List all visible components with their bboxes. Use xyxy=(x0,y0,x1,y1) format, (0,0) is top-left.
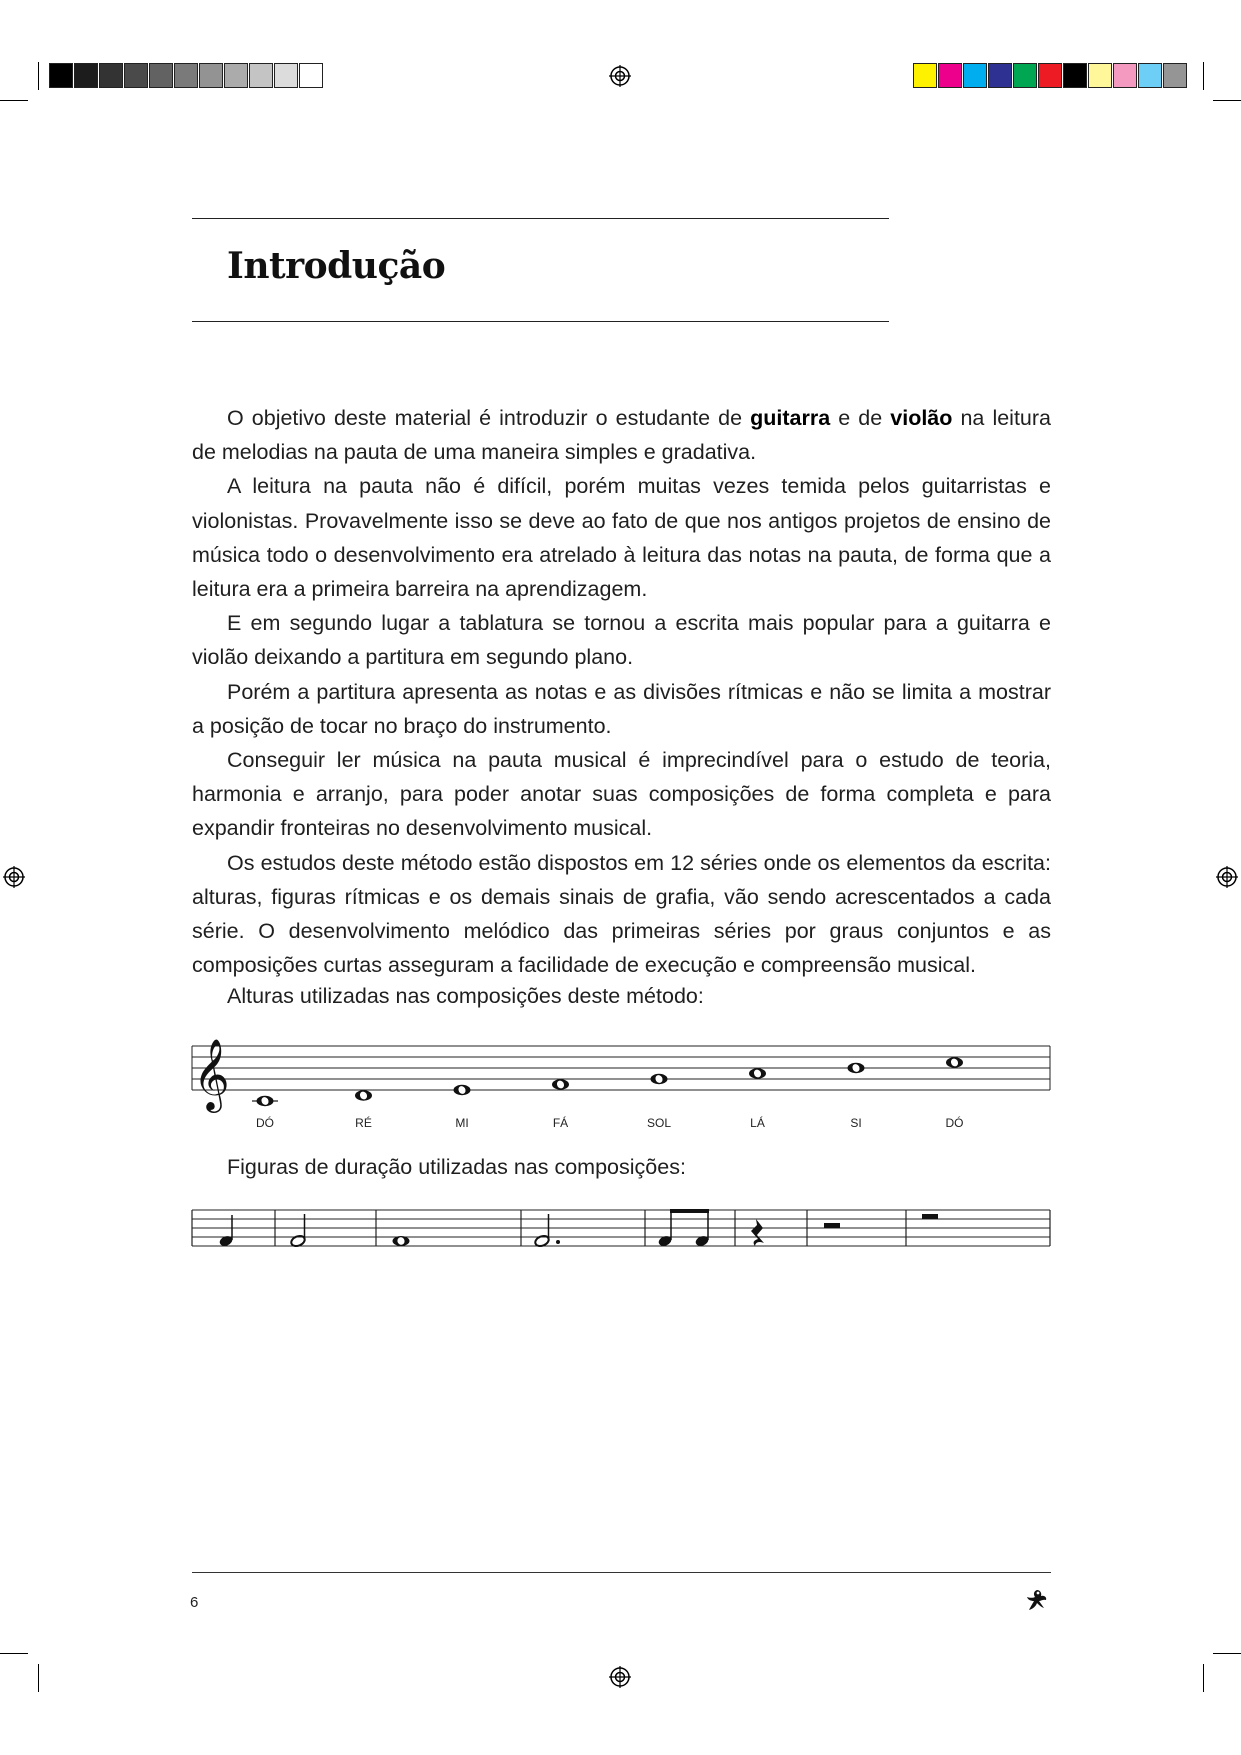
color-swatch xyxy=(249,63,273,88)
crop-mark xyxy=(1203,1664,1204,1692)
paragraph: O objetivo deste material é introduzir o estudante de guitarra e de violão na leitura de melodias na pauta de uma maneira simples e gradativa. xyxy=(192,406,1051,465)
whole-note xyxy=(946,1057,963,1067)
whole-note xyxy=(848,1063,865,1073)
crop-mark xyxy=(38,62,39,90)
registration-mark-left-icon xyxy=(3,866,25,888)
crop-mark xyxy=(38,1664,39,1692)
heading-rule-bottom xyxy=(192,321,889,322)
paragraph: Conseguir ler música na pauta musical é imprecindível para o estudo de teoria, harmonia e arranjo, para poder anotar suas composições de forma completa e para expandir fronteiras no desenvolvimento musical. xyxy=(192,748,1051,841)
half-rest-icon xyxy=(824,1223,840,1228)
crop-mark xyxy=(0,1653,28,1654)
color-swatch xyxy=(1063,63,1087,88)
paragraph: Porém a partitura apresenta as notas e as divisões rítmicas e não se limita a mostrar a posição de tocar no braço do instrumento. xyxy=(192,679,1051,738)
whole-note-icon xyxy=(393,1236,410,1246)
crop-mark xyxy=(1213,1653,1241,1654)
paragraph: E em segundo lugar a tablatura se tornou a escrita mais popular para a guitarra e violão deixando a partitura em segundo plano. xyxy=(192,611,1051,670)
color-swatch xyxy=(74,63,98,88)
durations-caption: Figuras de duração utilizadas nas composições: xyxy=(227,1155,686,1179)
crop-mark xyxy=(1203,62,1204,90)
color-swatch xyxy=(149,63,173,88)
color-swatch xyxy=(124,63,148,88)
quarter-rest-icon xyxy=(751,1219,764,1246)
color-swatch xyxy=(988,63,1012,88)
pitch-label: RÉ xyxy=(355,1116,372,1130)
color-swatch xyxy=(99,63,123,88)
pitches-caption: Alturas utilizadas nas composições deste método: xyxy=(227,984,704,1008)
color-swatch xyxy=(49,63,73,88)
pitch-label: SI xyxy=(850,1116,862,1130)
color-swatch xyxy=(274,63,298,88)
color-swatch xyxy=(299,63,323,88)
pitch-label: LÁ xyxy=(750,1116,765,1130)
pitch-label: FÁ xyxy=(552,1116,569,1130)
color-swatch xyxy=(1113,63,1137,88)
body-text xyxy=(192,401,1051,982)
staff-lines xyxy=(192,1210,1050,1246)
durations-staff xyxy=(190,1205,1052,1265)
grayscale-swatches xyxy=(49,63,324,88)
pitch-label: DÓ xyxy=(945,1116,964,1130)
page-number: 6 xyxy=(190,1594,199,1611)
whole-note xyxy=(651,1074,668,1084)
staff-lines xyxy=(192,1046,1050,1090)
color-swatch xyxy=(963,63,987,88)
color-swatch xyxy=(1038,63,1062,88)
heading-rule-top xyxy=(192,218,889,219)
whole-rest-icon xyxy=(922,1214,938,1219)
color-swatches xyxy=(913,63,1188,88)
pitch-label: SOL xyxy=(646,1116,672,1130)
color-swatch xyxy=(199,63,223,88)
color-swatch xyxy=(174,63,198,88)
registration-mark-bottom-icon xyxy=(609,1666,631,1688)
paragraph: A leitura na pauta não é difícil, porém muitas vezes temida pelos guitarristas e violonistas. Provavelmente isso se deve ao fato de que nos antigos projetos de ensino de música todo o desenvolvimento era atrelado à leitura das notas na pauta, de forma que a leitura era a primeira barreira na aprendizagem. xyxy=(192,474,1051,602)
color-swatch xyxy=(224,63,248,88)
publisher-logo-icon xyxy=(1024,1588,1050,1614)
registration-mark-top-icon xyxy=(609,65,631,87)
whole-note xyxy=(355,1090,372,1100)
whole-note xyxy=(252,1096,278,1106)
page-title: Introdução xyxy=(227,245,446,287)
color-swatch xyxy=(1138,63,1162,88)
pitch-label: MI xyxy=(455,1116,469,1130)
whole-note xyxy=(749,1068,766,1078)
treble-clef-icon: 𝄞 xyxy=(193,1037,230,1110)
whole-note xyxy=(454,1085,471,1095)
pitch-staff xyxy=(190,1020,1052,1135)
whole-note xyxy=(552,1079,569,1089)
color-swatch xyxy=(913,63,937,88)
color-swatch xyxy=(1163,63,1187,88)
color-swatch xyxy=(1088,63,1112,88)
registration-mark-right-icon xyxy=(1216,866,1238,888)
pitch-label: DÓ xyxy=(256,1116,274,1130)
color-swatch xyxy=(1013,63,1037,88)
color-swatch xyxy=(938,63,962,88)
quarter-note-icon xyxy=(218,1215,233,1248)
paragraph: Os estudos deste método estão dispostos em 12 séries onde os elementos da escrita: alturas, figuras rítmicas e os demais sinais de grafia, vão sendo acrescentados a cada série. O desenvolvimento melódico das primeiras séries por graus conjuntos e as composições curtas asseguram a facilidade de execução e compreensão musical. xyxy=(192,850,1051,978)
crop-mark xyxy=(0,100,28,101)
footer-rule xyxy=(192,1572,1051,1573)
crop-mark xyxy=(1213,100,1241,101)
